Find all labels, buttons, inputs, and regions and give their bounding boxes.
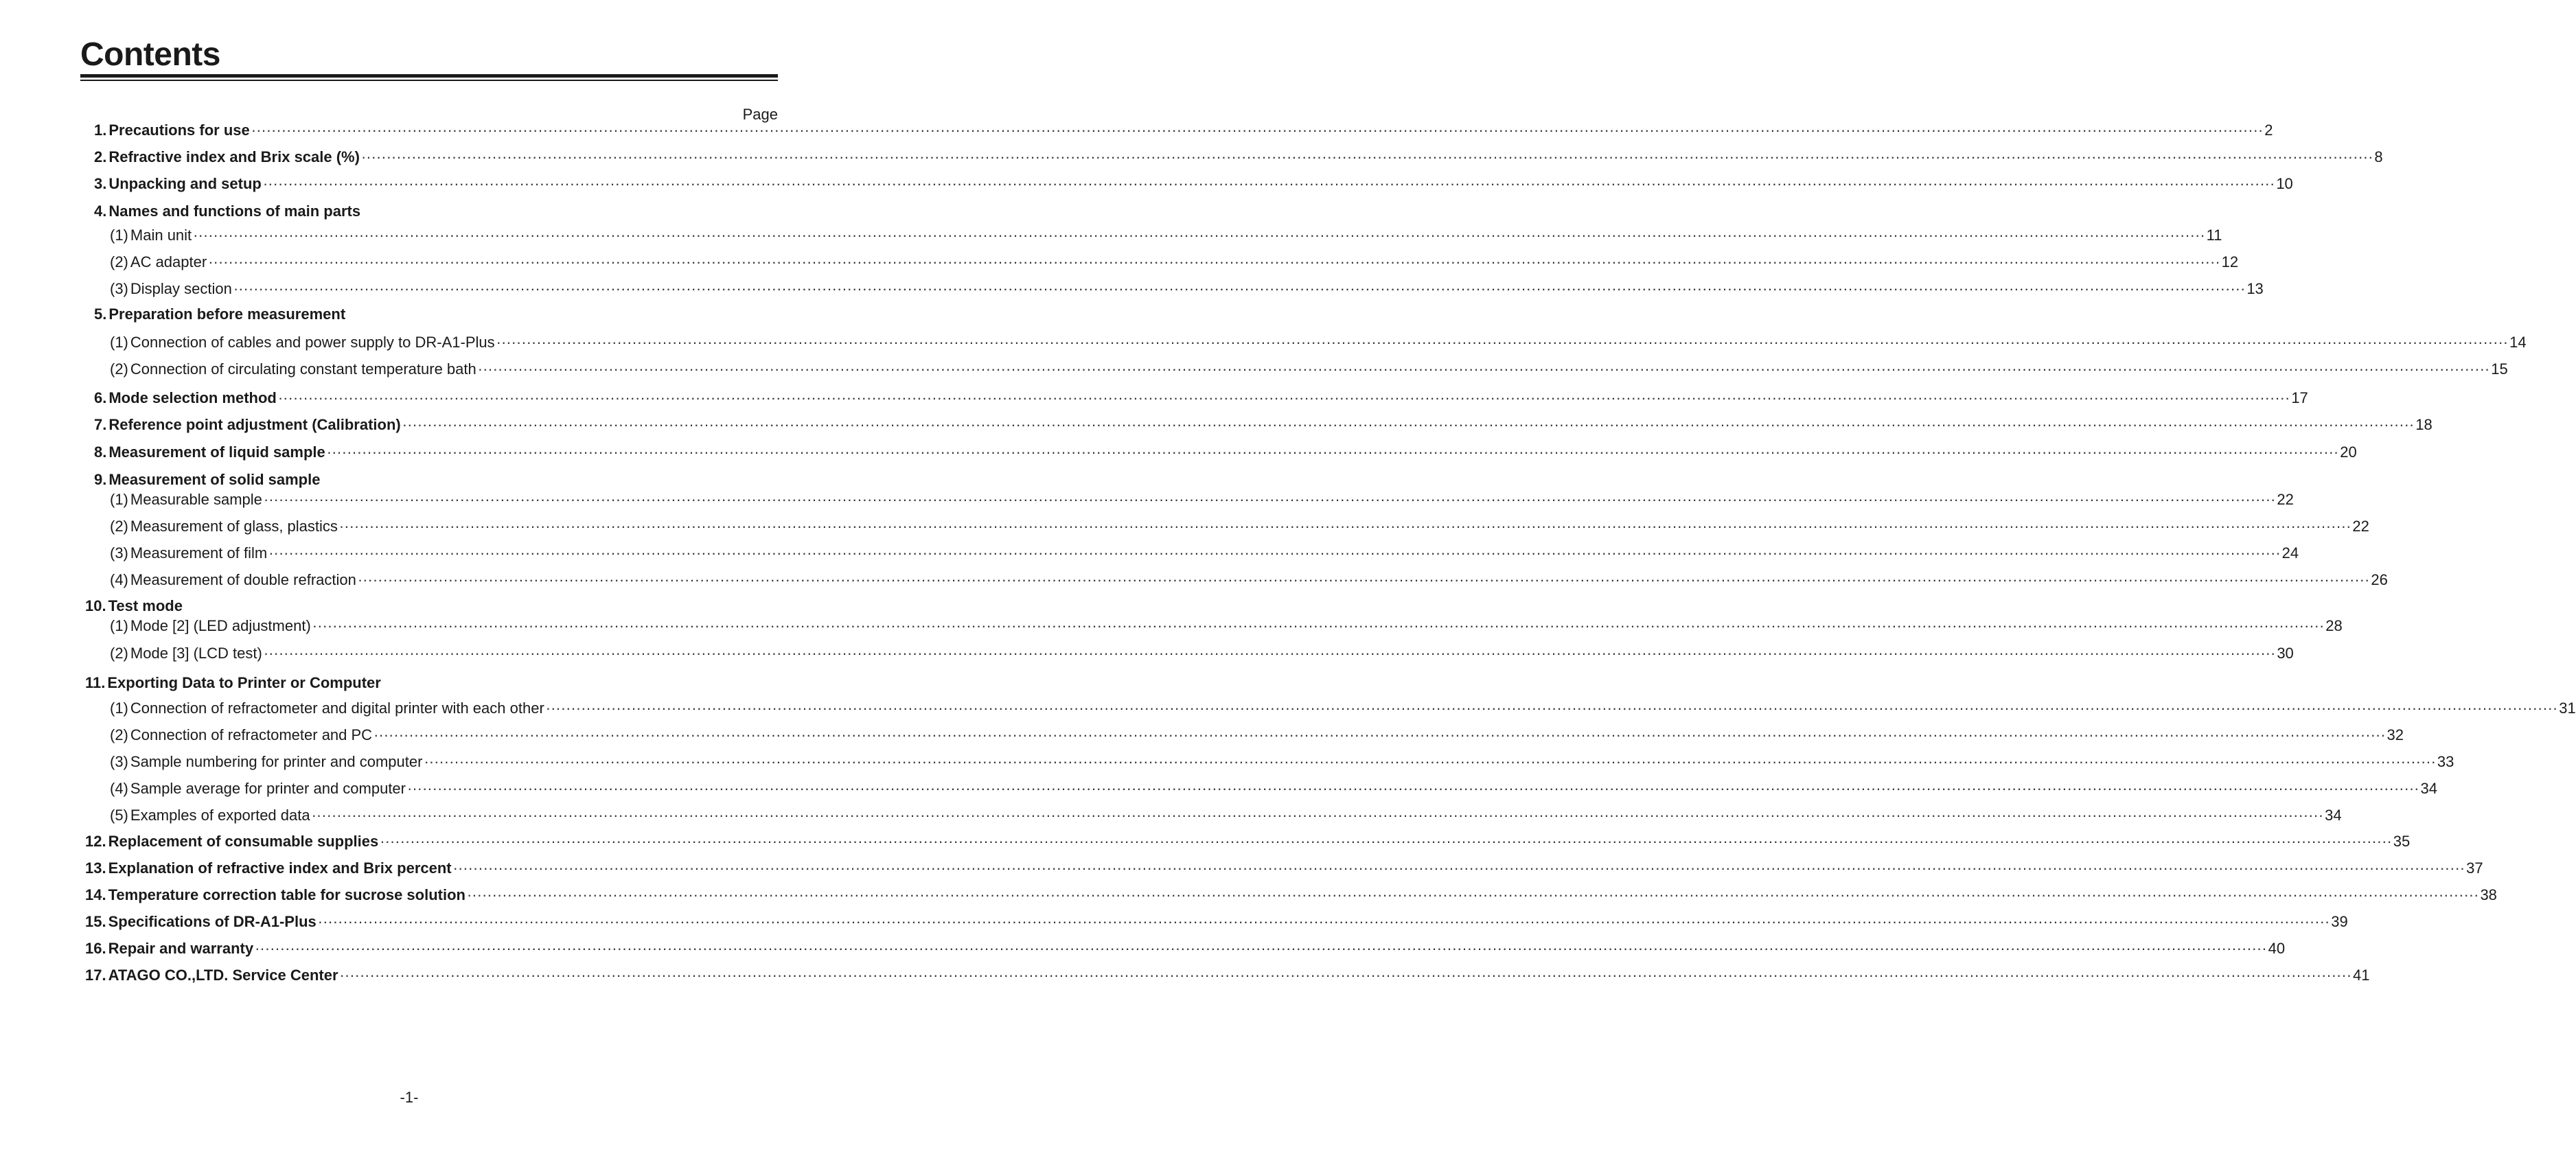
toc-page-number: 32: [2387, 726, 2404, 743]
toc-entry-number: (4): [110, 571, 128, 588]
toc-entry-number: 2.: [94, 148, 107, 165]
toc-entry-number: (3): [110, 280, 128, 297]
toc-entry-number: (1): [110, 227, 128, 244]
toc-entry-number: (1): [110, 700, 128, 717]
toc-entry-title: Measurement of film: [130, 544, 268, 562]
toc-subsection-row[interactable]: [110, 699, 2576, 718]
toc-entry-title: Names and functions of main parts: [108, 203, 361, 220]
toc-entry-number: 12.: [85, 833, 106, 850]
toc-section-row[interactable]: [94, 202, 779, 221]
toc-section-row[interactable]: [85, 966, 2370, 985]
toc-entry-number: 10.: [85, 597, 106, 614]
toc-dot-leader: ················································································································································································································································································································································································································: [373, 726, 2386, 743]
toc-dot-leader: ················································································································································································································································································································································································································: [255, 940, 2267, 957]
toc-section-row[interactable]: [94, 443, 2357, 462]
toc-section-row[interactable]: [85, 597, 779, 616]
toc-page-number: 11: [2206, 227, 2222, 244]
toc-page-number: 37: [2466, 859, 2483, 877]
toc-entry-title: Measurement of glass, plastics: [130, 518, 338, 535]
toc-dot-leader: ················································································································································································································································································································································································································: [402, 416, 2415, 433]
toc-dot-leader: ················································································································································································································································································································································································································: [312, 617, 2325, 634]
toc-page-number: 2: [2264, 122, 2273, 139]
toc-page-number: 18: [2415, 416, 2433, 433]
toc-subsection-row[interactable]: [110, 226, 2222, 245]
toc-entry-title: Specifications of DR-A1-Plus: [108, 913, 317, 930]
toc-subsection-row[interactable]: [110, 490, 2294, 509]
toc-subsection-row[interactable]: [110, 644, 2294, 663]
toc-entry-number: (3): [110, 544, 128, 562]
toc-page-number: 10: [2276, 175, 2293, 192]
toc-entry-number: (2): [110, 726, 128, 743]
toc-subsection-row[interactable]: [110, 752, 2454, 772]
toc-page-number: 34: [2420, 780, 2437, 797]
toc-entry-number: 5.: [94, 305, 107, 323]
toc-entry-number: (1): [110, 491, 128, 508]
page-title: Contents: [80, 36, 220, 73]
toc-page-number: 30: [2277, 645, 2294, 662]
toc-page-number: 22: [2352, 518, 2369, 535]
toc-subsection-row[interactable]: [110, 544, 2299, 563]
toc-entry-number: 7.: [94, 416, 107, 433]
toc-page-number: 12: [2221, 253, 2239, 270]
toc-page-number: 14: [2509, 334, 2527, 351]
toc-section-row[interactable]: [85, 886, 2497, 905]
toc-section-row[interactable]: [94, 389, 2308, 408]
toc-entry-title: Repair and warranty: [108, 940, 254, 957]
toc-page-number: 38: [2480, 886, 2497, 903]
toc-entry-number: (2): [110, 360, 128, 378]
toc-entry-title: Mode [3] (LCD test): [130, 645, 262, 662]
toc-dot-leader: ················································································································································································································································································································································································································: [357, 571, 2370, 588]
toc-entry-number: (3): [110, 753, 128, 770]
toc-entry-title: ATAGO CO.,LTD. Service Center: [108, 967, 338, 984]
toc-dot-leader: ················································································································································································································································································································································································································: [208, 253, 2220, 270]
toc-subsection-row[interactable]: [110, 726, 2404, 745]
toc-dot-leader: ················································································································································································································································································································································································································: [268, 544, 2281, 562]
toc-subsection-row[interactable]: [110, 616, 2343, 636]
toc-dot-leader: ················································································································································································································································································································································································································: [466, 886, 2479, 903]
toc-page-number: 41: [2353, 967, 2370, 984]
toc-entry-title: Precautions for use: [108, 122, 250, 139]
toc-entry-title: Measurable sample: [130, 491, 262, 508]
toc-entry-number: 15.: [85, 913, 106, 930]
toc-dot-leader: ················································································································································································································································································································································································································: [277, 389, 2290, 406]
toc-entry-title: Display section: [130, 280, 232, 297]
toc-entry-number: 8.: [94, 443, 107, 461]
toc-dot-leader: ················································································································································································································································································································································································································: [193, 227, 2205, 244]
toc-entry-number: (2): [110, 253, 128, 270]
toc-entry-title: Refractive index and Brix scale (%): [108, 148, 360, 165]
page-number-footer: -1-: [400, 1089, 419, 1106]
toc-section-row[interactable]: [94, 470, 779, 489]
toc-section-row[interactable]: [85, 939, 2286, 958]
toc-page-number: 24: [2281, 544, 2299, 562]
toc-page-number: 35: [2393, 833, 2411, 850]
toc-section-row[interactable]: [85, 912, 2348, 932]
toc-page-number: 26: [2371, 571, 2388, 588]
toc-entry-number: 13.: [85, 859, 106, 877]
toc-entry-title: Sample numbering for printer and computer: [130, 753, 423, 770]
toc-entry-title: Replacement of consumable supplies: [108, 833, 379, 850]
toc-entry-number: 9.: [94, 471, 107, 488]
toc-entry-number: 11.: [85, 674, 106, 691]
toc-page-number: 22: [2277, 491, 2294, 508]
toc-dot-leader: ················································································································································································································································································································································································································: [263, 491, 2276, 508]
toc-entry-number: 4.: [94, 203, 107, 220]
toc-page-number: 8: [2374, 148, 2383, 165]
toc-subsection-row[interactable]: [110, 279, 2264, 299]
toc-dot-leader: ················································································································································································································································································································································································································: [545, 700, 2558, 717]
toc-dot-leader: ················································································································································································································································································································································································································: [317, 913, 2330, 930]
toc-page-number: 39: [2331, 913, 2348, 930]
toc-entry-title: Main unit: [130, 227, 192, 244]
toc-entry-number: (2): [110, 645, 128, 662]
toc-entry-number: (2): [110, 518, 128, 535]
toc-subsection-row[interactable]: [110, 360, 2508, 379]
toc-entry-title: Connection of circulating constant temperature bath: [130, 360, 476, 378]
toc-dot-leader: ················································································································································································································································································································································································································: [338, 518, 2351, 535]
toc-dot-leader: ················································································································································································································································································································································································································: [360, 148, 2373, 165]
toc-subsection-row[interactable]: [110, 806, 2342, 825]
toc-entry-number: (1): [110, 334, 128, 351]
toc-dot-leader: ················································································································································································································································································································································································································: [262, 175, 2275, 192]
toc-page-number: 20: [2340, 443, 2357, 461]
toc-entry-title: Connection of cables and power supply to DR-A1-Plus: [130, 334, 495, 351]
toc-section-row[interactable]: [85, 859, 2483, 878]
toc-entry-title: Exporting Data to Printer or Computer: [107, 674, 381, 691]
toc-dot-leader: ················································································································································································································································································································································································································: [380, 833, 2392, 850]
toc-entry-title: Reference point adjustment (Calibration): [108, 416, 401, 433]
toc-entry-title: Explanation of refractive index and Brix percent: [108, 859, 452, 877]
toc-section-row[interactable]: [94, 148, 2383, 167]
toc-dot-leader: ················································································································································································································································································································································································································: [251, 122, 2264, 139]
toc-entry-number: 17.: [85, 967, 106, 984]
toc-dot-leader: ················································································································································································································································································································································································································: [407, 780, 2419, 797]
toc-dot-leader: ················································································································································································································································································································································································································: [339, 967, 2352, 984]
toc-entry-title: Temperature correction table for sucrose solution: [108, 886, 465, 903]
toc-page-number: 15: [2491, 360, 2508, 378]
toc-entry-number: 3.: [94, 175, 107, 192]
toc-page-number: 31: [2559, 700, 2576, 717]
toc-entry-title: Unpacking and setup: [108, 175, 262, 192]
toc-entry-title: Test mode: [108, 597, 183, 614]
toc-entry-number: 1.: [94, 122, 107, 139]
toc-section-row[interactable]: [85, 832, 2411, 851]
toc-section-row[interactable]: [94, 174, 2293, 194]
toc-entry-title: Measurement of double refraction: [130, 571, 356, 588]
toc-entry-title: Mode selection method: [108, 389, 277, 406]
toc-entry-title: Preparation before measurement: [108, 305, 346, 323]
toc-section-row[interactable]: [85, 673, 779, 693]
toc-dot-leader: ················································································································································································································································································································································································································: [263, 645, 2276, 662]
toc-entry-number: 14.: [85, 886, 106, 903]
toc-page-number: 33: [2437, 753, 2454, 770]
toc-page-number: 28: [2325, 617, 2343, 634]
toc-dot-leader: ················································································································································································································································································································································································································: [326, 443, 2339, 461]
toc-dot-leader: ················································································································································································································································································································································································································: [233, 280, 2246, 297]
toc-subsection-row[interactable]: [110, 570, 2388, 590]
toc-dot-leader: ················································································································································································································································································································································································································: [311, 807, 2324, 824]
toc-page-number: 13: [2246, 280, 2264, 297]
toc-page-number: 34: [2325, 807, 2342, 824]
toc-entry-number: 6.: [94, 389, 107, 406]
toc-entry-title: Examples of exported data: [130, 807, 310, 824]
toc-dot-leader: ················································································································································································································································································································································································································: [496, 334, 2509, 351]
toc-subsection-row[interactable]: [110, 517, 2369, 536]
toc-section-row[interactable]: [94, 121, 2273, 140]
toc-section-row[interactable]: [94, 305, 779, 324]
toc-subsection-row[interactable]: [110, 779, 2437, 798]
toc-entry-title: Measurement of liquid sample: [108, 443, 325, 461]
toc-entry-title: Measurement of solid sample: [108, 471, 321, 488]
toc-page-number: 17: [2291, 389, 2308, 406]
toc-entry-number: (1): [110, 617, 128, 634]
toc-dot-leader: ················································································································································································································································································································································································································: [452, 859, 2465, 877]
toc-dot-leader: ················································································································································································································································································································································································································: [424, 753, 2436, 770]
toc-entry-title: Connection of refractometer and PC: [130, 726, 373, 743]
toc-entry-number: 16.: [85, 940, 106, 957]
toc-entry-number: (4): [110, 780, 128, 797]
toc-entry-number: (5): [110, 807, 128, 824]
toc-page-number: 40: [2268, 940, 2286, 957]
page-column-label: Page: [742, 106, 778, 123]
toc-entry-title: Sample average for printer and computer: [130, 780, 406, 797]
toc-subsection-row[interactable]: [110, 333, 2527, 352]
toc-subsection-row[interactable]: [110, 253, 2239, 272]
toc-entry-title: Mode [2] (LED adjustment): [130, 617, 311, 634]
toc-section-row[interactable]: [94, 415, 2433, 435]
toc-entry-title: Connection of refractometer and digital printer with each other: [130, 700, 544, 717]
toc-entry-title: AC adapter: [130, 253, 207, 270]
toc-dot-leader: ················································································································································································································································································································································································································: [477, 360, 2490, 378]
